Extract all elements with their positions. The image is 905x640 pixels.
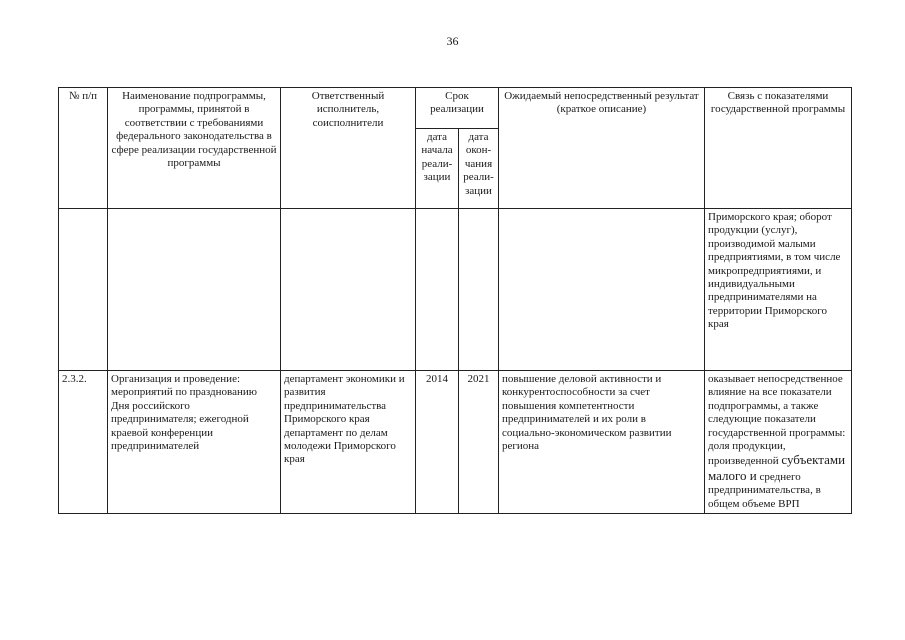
header-start: дата начала реали-зации	[416, 129, 459, 209]
header-link: Связь с показателями государственной программы	[705, 88, 852, 209]
row1-result: повышение деловой активности и конкурентоспособности за счет повышения компетентности предпринимателей и их роли в социально-экономическом развитии региона	[499, 371, 705, 514]
table-row	[59, 209, 852, 371]
row1-start: 2014	[416, 371, 459, 514]
header-period: Срок реализации	[416, 88, 499, 129]
table-row	[59, 371, 852, 514]
row1-link-text-b: субъектами малого и	[708, 452, 846, 483]
row0-start	[416, 209, 459, 371]
row0-num	[59, 209, 108, 371]
header-num: № п/п	[59, 88, 108, 209]
row1-link	[705, 371, 852, 514]
header-row	[59, 88, 852, 129]
row0-result	[499, 209, 705, 371]
row0-responsible	[281, 209, 416, 371]
row0-link: Приморского края; оборот продукции (услуг), производимой малыми предприятиями, в том числе микропредприятиями, и индивидуальными предпринимателями на территории Приморского края	[705, 209, 852, 371]
header-end: дата окон-чания реали-зации	[459, 129, 499, 209]
header-result: Ожидаемый непосредственный результат (краткое описание)	[499, 88, 705, 209]
header-name: Наименование подпрограммы, программы, принятой в соответствии с требованиями федерального законодательства в сфере реализации государственной программы	[108, 88, 281, 209]
row1-name: Организация и проведение: мероприятий по празднованию Дня российского предпринимателя; ежегодной краевой конференции предпринимателей	[108, 371, 281, 514]
header-responsible: Ответственный исполнитель, соисполнители	[281, 88, 416, 209]
row0-name	[108, 209, 281, 371]
row1-link-text-a: оказывает непосредственное влияние на все показатели подпрограммы, а также следующие показатели государственной программы: доля продукции, произведенной	[708, 373, 846, 468]
row1-num: 2.3.2.	[59, 371, 108, 514]
row1-link-text-c: среднего предпринимательства, в общем объеме ВРП	[708, 470, 821, 510]
row1-end: 2021	[459, 371, 499, 514]
row1-responsible: департамент экономики и развития предпринимательства Приморского края департамент по делам молодежи Приморского края	[281, 371, 416, 514]
page-number: 36	[446, 34, 459, 48]
row0-end	[459, 209, 499, 371]
program-table	[58, 87, 852, 514]
